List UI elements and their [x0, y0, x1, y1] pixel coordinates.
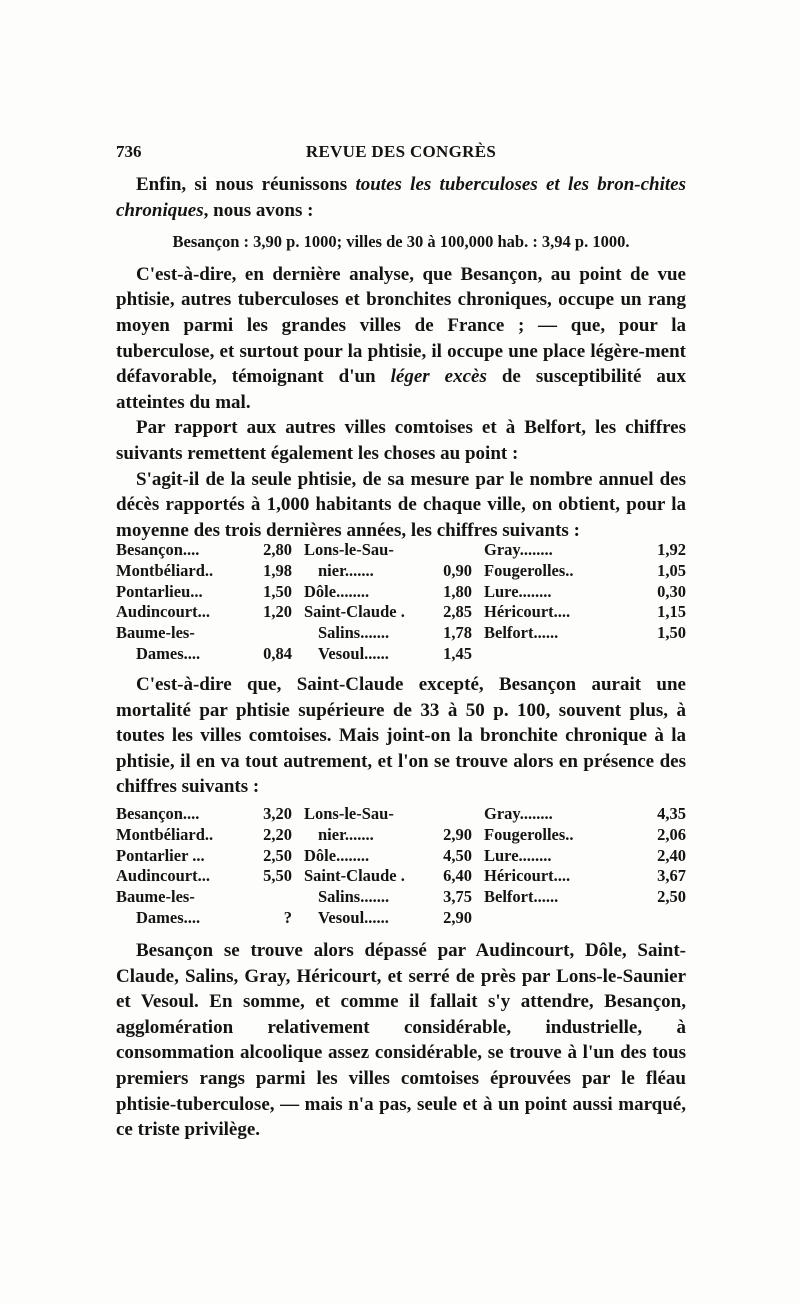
- town-cell: Besançon....: [116, 804, 200, 823]
- text-block-3: [116, 938, 686, 1143]
- town-cell: Lons-le-Sau-: [304, 804, 394, 823]
- town-cell: Lure........: [484, 581, 552, 601]
- page-header: [116, 142, 686, 164]
- value-cell: 2,85: [443, 602, 472, 622]
- table-row: [116, 561, 686, 582]
- value-cell: [432, 804, 484, 825]
- table-row: [116, 582, 686, 603]
- table-row: [116, 887, 686, 908]
- paragraph-3: Par rapport aux autres villes comtoises et à Belfort, les chiffres suivants remettent également les choses au point :: [116, 417, 686, 464]
- p2-text-b: de susceptibilité aux atteintes du mal.: [116, 366, 686, 413]
- town-cell: Vesoul......: [318, 643, 389, 663]
- town-cell: Montbéliard..: [116, 560, 214, 580]
- value-cell: 1,98: [263, 560, 292, 580]
- table-row: [116, 846, 686, 867]
- value-cell: 2,90: [443, 907, 472, 927]
- table-1: [116, 540, 686, 665]
- p1-text-b: , nous avons :: [203, 199, 314, 221]
- paragraph-2: [116, 262, 686, 416]
- value-cell: 2,80: [263, 540, 292, 559]
- value-cell: 3,67: [657, 866, 686, 886]
- table-row: [116, 825, 686, 846]
- value-cell: 2,06: [657, 824, 686, 844]
- town-cell: Gray........: [484, 804, 553, 823]
- value-cell: 0,90: [443, 560, 472, 580]
- town-cell: Audincourt...: [116, 602, 210, 622]
- value-cell: 1,80: [443, 581, 472, 601]
- paragraph-4: S'agit-il de la seule phtisie, de sa mesure par le nombre annuel des décès rapportés à 1,000 habitants de chaque ville, on obtient, pour la moyenne des trois dernières années, les chiffres suivants :: [116, 468, 686, 541]
- town-cell: Belfort......: [484, 623, 559, 643]
- town-cell: Fougerolles..: [484, 824, 574, 844]
- value-cell: 3,20: [263, 804, 292, 823]
- p2-text-a: C'est-à-dire, en dernière analyse, que Besançon, au point de vue phtisie, autres tuberculoses et bronchites chroniques, occupe un rang moyen parmi les grandes villes de France ; — que, pour la tuberculose, et surtout pour la phtisie, il occupe une place légère-ment défavorable, témoignant d'un: [116, 263, 686, 388]
- town-cell: Saint-Claude .: [304, 602, 405, 622]
- value-cell: 1,45: [443, 643, 472, 663]
- running-title: REVUE DES CONGRÈS: [305, 142, 497, 161]
- town-cell: Salins.......: [318, 887, 390, 907]
- town-cell: Pontarlier ...: [116, 845, 205, 865]
- page-number: 736: [116, 142, 142, 161]
- town-cell: [484, 908, 604, 929]
- p1-text-a: Enfin, si nous réunissons: [136, 174, 356, 195]
- town-cell: Lure........: [484, 845, 552, 865]
- town-cell: nier.......: [318, 560, 374, 580]
- value-cell: 2,50: [657, 887, 686, 907]
- value-cell: 0,84: [263, 643, 292, 663]
- value-cell: 2,20: [263, 824, 292, 844]
- value-cell: 3,75: [443, 887, 472, 907]
- equation-line: Besançon : 3,90 p. 1000; villes de 30 à 100,000 hab. : 3,94 p. 1000.: [172, 232, 630, 252]
- value-cell: 0,30: [657, 581, 686, 601]
- table-2: [116, 804, 686, 929]
- value-cell: 4,50: [443, 845, 472, 865]
- text-block: [116, 172, 686, 543]
- town-cell: Belfort......: [484, 887, 559, 907]
- value-cell: 1,50: [657, 623, 686, 643]
- value-cell: 1,78: [443, 623, 472, 643]
- value-cell: 2,90: [443, 824, 472, 844]
- value-cell: 6,40: [443, 866, 472, 886]
- value-cell: [234, 887, 304, 908]
- town-cell: Saint-Claude .: [304, 866, 405, 886]
- paragraph-6: Besançon se trouve alors dépassé par Audincourt, Dôle, Saint-Claude, Salins, Gray, Héricourt, et serré de près par Lons-le-Saunier et Vesoul. En somme, et comme il fallait s'y attendre, Besançon, agglomération relativement considérable, industrielle, à consommation alcoolique assez considérable, se trouve à l'un des tous premiers rangs parmi les villes comtoises éprouvées par le fléau phtisie-tuberculose, — mais n'a pas, seule et à un point aussi marqué, ce triste privilège.: [116, 940, 686, 1141]
- town-cell: Baume-les-: [116, 623, 195, 643]
- value-cell: 1,15: [657, 602, 686, 622]
- table-row: [116, 644, 686, 665]
- p1-emphasis: toutes les tuberculoses et les bron-chites chroniques: [116, 174, 686, 221]
- value-cell: 1,20: [263, 602, 292, 622]
- town-cell: nier.......: [318, 824, 374, 844]
- value-cell: [234, 623, 304, 644]
- value-cell: 1,05: [657, 560, 686, 580]
- town-cell: Dames....: [136, 643, 201, 663]
- table-row: [116, 602, 686, 623]
- town-cell: Besançon....: [116, 540, 200, 559]
- value-cell: 1,50: [263, 581, 292, 601]
- value-cell: [604, 644, 686, 665]
- value-cell: [432, 540, 484, 561]
- table-row: [116, 804, 686, 825]
- table-row: [116, 866, 686, 887]
- town-cell: Montbéliard..: [116, 824, 214, 844]
- table-row: [116, 623, 686, 644]
- paragraph-5: C'est-à-dire que, Saint-Claude excepté, Besançon aurait une mortalité par phtisie supérieure de 33 à 50 p. 100, souvent plus, à toutes les villes comtoises. Mais joint-on la bronchite chronique à la phtisie, il en va tout autrement, et l'on se trouve alors en présence des chiffres suivants :: [116, 674, 686, 798]
- town-cell: Gray........: [484, 540, 553, 559]
- value-cell: 2,40: [657, 845, 686, 865]
- town-cell: Vesoul......: [318, 907, 389, 927]
- value-cell: 1,92: [657, 540, 686, 559]
- value-cell: [604, 908, 686, 929]
- town-cell: Lons-le-Sau-: [304, 540, 394, 559]
- value-cell: ?: [283, 907, 292, 927]
- town-cell: Fougerolles..: [484, 560, 574, 580]
- town-cell: Salins.......: [318, 623, 390, 643]
- text-block-2: [116, 672, 686, 800]
- town-cell: Dôle........: [304, 845, 370, 865]
- town-cell: Héricourt....: [484, 866, 571, 886]
- value-cell: 4,35: [657, 804, 686, 823]
- town-cell: Baume-les-: [116, 887, 195, 907]
- paragraph-1: [116, 172, 686, 223]
- p2-emphasis: léger excès: [390, 366, 487, 388]
- value-cell: 2,50: [263, 845, 292, 865]
- table-row: [116, 540, 686, 561]
- town-cell: [484, 644, 604, 665]
- town-cell: Dames....: [136, 907, 201, 927]
- table-row: [116, 908, 686, 929]
- town-cell: Pontarlieu...: [116, 581, 203, 601]
- value-cell: 5,50: [263, 866, 292, 886]
- town-cell: Audincourt...: [116, 866, 210, 886]
- town-cell: Héricourt....: [484, 602, 571, 622]
- town-cell: Dôle........: [304, 581, 370, 601]
